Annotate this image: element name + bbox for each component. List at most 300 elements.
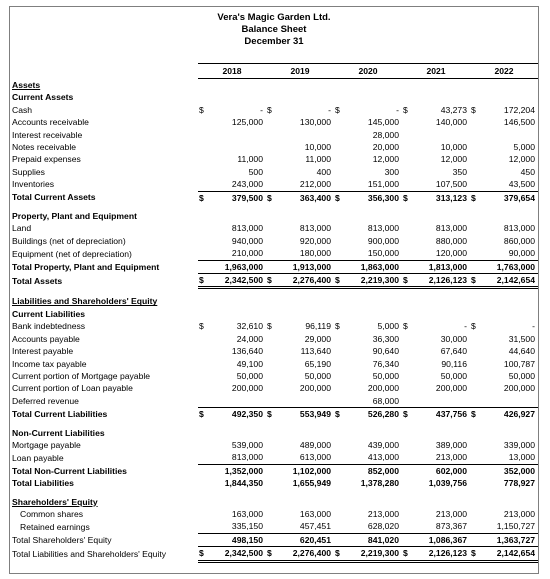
dollar-sign [470, 345, 480, 357]
dollar-sign [470, 333, 480, 345]
dollar-sign [266, 464, 276, 477]
dollar-sign [198, 141, 208, 153]
dollar-sign [402, 508, 412, 520]
value-cell: 172,204 [503, 104, 535, 115]
value-cell: 213,000 [435, 508, 467, 519]
dollar-sign [266, 477, 276, 489]
value-cell: 413,000 [367, 452, 399, 463]
value-cell: 200,000 [435, 383, 467, 394]
value-cell: 335,150 [231, 521, 263, 532]
value-cell: 43,273 [440, 104, 467, 115]
dollar-sign [198, 427, 208, 439]
dollar-sign: $ [470, 274, 480, 288]
dollar-sign [198, 464, 208, 477]
value-cell: 150,000 [367, 248, 399, 259]
dollar-sign [334, 129, 344, 141]
value-cell: 68,000 [372, 395, 399, 406]
dollar-sign [266, 260, 276, 273]
dollar-sign [470, 370, 480, 382]
value-cell [480, 395, 538, 408]
table-row [10, 451, 538, 464]
table-row [10, 141, 538, 153]
value-cell: - [396, 104, 399, 115]
row-label: Liabilities and Shareholders' Equity [12, 296, 158, 307]
value-cell: 90,640 [372, 346, 399, 357]
value-cell: 813,000 [367, 223, 399, 234]
row-label: Non-Current Liabilities [12, 427, 105, 438]
dollar-sign [334, 79, 344, 92]
value-cell: 130,000 [299, 117, 331, 128]
value-cell [208, 395, 266, 408]
value-cell: 2,342,500 [208, 274, 266, 288]
dollar-sign [198, 370, 208, 382]
value-cell [412, 496, 470, 508]
dollar-sign [470, 235, 480, 247]
value-cell: 90,116 [441, 358, 467, 369]
dollar-sign [470, 308, 480, 320]
dollar-sign [470, 427, 480, 439]
dollar-sign: $ [266, 191, 276, 204]
dollar-sign [266, 427, 276, 439]
dollar-sign [402, 382, 412, 394]
dollar-sign [402, 333, 412, 345]
value-cell: 379,500 [208, 191, 266, 204]
dollar-sign [402, 166, 412, 178]
dollar-sign [198, 333, 208, 345]
value-cell: 200,000 [299, 383, 331, 394]
value-cell [208, 496, 266, 508]
value-cell: 813,000 [299, 223, 331, 234]
table-row [10, 235, 538, 247]
dollar-sign [198, 451, 208, 464]
table-row [10, 247, 538, 260]
value-cell: 125,000 [231, 117, 263, 128]
value-cell: 860,000 [503, 235, 535, 246]
value-cell: 12,000 [372, 154, 399, 165]
value-cell: 32,610 [236, 321, 263, 332]
value-cell [412, 395, 470, 408]
dollar-sign [402, 153, 412, 165]
dollar-sign [402, 79, 412, 92]
dollar-sign [334, 395, 344, 408]
value-cell [208, 427, 266, 439]
value-cell: 300 [384, 166, 399, 177]
value-cell: 50,000 [304, 370, 331, 381]
value-cell [480, 308, 538, 320]
value-cell: 526,280 [344, 408, 402, 421]
dollar-sign [198, 116, 208, 128]
value-cell: 1,813,000 [412, 260, 470, 273]
dollar-sign [198, 129, 208, 141]
dollar-sign: $ [403, 104, 408, 115]
dollar-sign [334, 477, 344, 489]
value-cell: 1,102,000 [276, 464, 334, 477]
table-row [10, 116, 538, 128]
row-label: Accounts payable [12, 333, 80, 344]
dollar-sign [198, 210, 208, 222]
row-label: Land [12, 223, 32, 234]
value-cell: - [464, 321, 467, 332]
dollar-sign [402, 533, 412, 546]
row-label: Assets [12, 79, 41, 90]
table-row [10, 358, 538, 370]
dollar-sign [334, 370, 344, 382]
value-cell [276, 91, 334, 103]
dollar-sign [334, 235, 344, 247]
value-cell [412, 79, 470, 92]
dollar-sign [198, 79, 208, 92]
dollar-sign: $ [198, 547, 208, 561]
value-cell: 163,000 [299, 508, 331, 519]
year-header: 2021 [402, 64, 470, 79]
value-cell: 339,000 [503, 439, 535, 450]
dollar-sign [402, 91, 412, 103]
value-cell: 213,000 [503, 508, 535, 519]
value-cell: 24,000 [236, 333, 263, 344]
value-cell: 151,000 [367, 179, 399, 190]
dollar-sign [266, 153, 276, 165]
dollar-sign: $ [471, 104, 476, 115]
dollar-sign [470, 295, 480, 307]
row-label: Current portion of Loan payable [12, 383, 133, 394]
dollar-sign: $ [267, 321, 272, 332]
row-label: Total Liabilities [12, 478, 74, 489]
dollar-sign: $ [334, 274, 344, 288]
value-cell: 120,000 [435, 248, 467, 259]
value-cell: 243,000 [231, 179, 263, 190]
dollar-sign [266, 141, 276, 153]
table-row [10, 496, 538, 508]
value-cell: 200,000 [367, 383, 399, 394]
row-label: Current Assets [12, 92, 74, 103]
dollar-sign: $ [470, 547, 480, 561]
dollar-sign [402, 247, 412, 260]
spacer-row [10, 288, 538, 296]
dollar-sign [402, 260, 412, 273]
table-row [10, 439, 538, 451]
value-cell: 492,350 [208, 408, 266, 421]
row-label: Total Shareholders' Equity [12, 534, 112, 545]
value-cell [276, 295, 334, 307]
table-row [10, 464, 538, 477]
value-cell: 36,300 [372, 333, 399, 344]
value-cell: 1,913,000 [276, 260, 334, 273]
table-row [10, 260, 538, 273]
dollar-sign [266, 395, 276, 408]
value-cell: 620,451 [276, 533, 334, 546]
table-row [10, 508, 538, 520]
dollar-sign [266, 247, 276, 260]
table-row [10, 395, 538, 408]
dollar-sign: $ [334, 547, 344, 561]
row-label: Bank indebtedness [12, 321, 86, 332]
value-cell: 1,352,000 [208, 464, 266, 477]
dollar-sign [402, 116, 412, 128]
value-cell [208, 141, 266, 153]
dollar-sign [198, 439, 208, 451]
dollar-sign [198, 533, 208, 546]
value-cell: 1,363,727 [480, 533, 538, 546]
value-cell [412, 427, 470, 439]
value-cell: 5,000 [513, 142, 535, 153]
value-cell: 400 [316, 166, 331, 177]
value-cell [276, 496, 334, 508]
dollar-sign [470, 129, 480, 141]
dollar-sign [334, 520, 344, 533]
value-cell [344, 496, 402, 508]
dollar-sign [402, 222, 412, 234]
dollar-sign: $ [266, 274, 276, 288]
dollar-sign: $ [266, 408, 276, 421]
dollar-sign [198, 222, 208, 234]
dollar-sign [266, 370, 276, 382]
dollar-sign [402, 129, 412, 141]
dollar-sign: $ [403, 321, 408, 332]
value-cell: 50,000 [236, 370, 263, 381]
dollar-sign [470, 464, 480, 477]
dollar-sign: $ [199, 104, 204, 115]
dollar-sign [266, 222, 276, 234]
dollar-sign [266, 358, 276, 370]
dollar-sign [198, 345, 208, 357]
value-cell: 96,119 [305, 321, 331, 332]
value-cell [208, 91, 266, 103]
value-cell: 2,142,654 [480, 274, 538, 288]
value-cell: 5,000 [377, 321, 399, 332]
dollar-sign [470, 141, 480, 153]
value-cell: 1,863,000 [344, 260, 402, 273]
row-label: Total Current Assets [12, 192, 96, 203]
value-cell: 2,276,400 [276, 274, 334, 288]
dollar-sign [334, 247, 344, 260]
row-label: Common shares [20, 508, 84, 519]
value-cell [412, 210, 470, 222]
company-name: Vera's Magic Garden Ltd. [217, 12, 331, 23]
dollar-sign [402, 141, 412, 153]
balance-sheet [9, 6, 539, 574]
value-cell: 363,400 [276, 191, 334, 204]
table-row [10, 370, 538, 382]
table-row [10, 129, 538, 141]
dollar-sign [470, 451, 480, 464]
value-cell: 163,000 [231, 508, 263, 519]
value-cell: 379,654 [480, 191, 538, 204]
value-cell [344, 91, 402, 103]
dollar-sign [334, 141, 344, 153]
value-cell: 313,123 [412, 191, 470, 204]
value-cell: 813,000 [503, 223, 535, 234]
dollar-sign [402, 345, 412, 357]
dollar-sign [470, 260, 480, 273]
dollar-sign [402, 439, 412, 451]
table-row [10, 547, 538, 561]
row-label: Accounts receivable [12, 117, 89, 128]
value-cell: 539,000 [231, 439, 263, 450]
value-cell [276, 129, 334, 141]
value-cell: 67,640 [440, 346, 467, 357]
value-cell: 146,500 [503, 117, 535, 128]
value-cell: 140,000 [435, 117, 467, 128]
row-label: Inventories [12, 179, 55, 190]
dollar-sign [198, 358, 208, 370]
dollar-sign [470, 222, 480, 234]
dollar-sign [402, 358, 412, 370]
dollar-sign: $ [198, 274, 208, 288]
dollar-sign [266, 439, 276, 451]
value-cell: 200,000 [503, 383, 535, 394]
table-row [10, 222, 538, 234]
dollar-sign [470, 395, 480, 408]
dollar-sign [198, 178, 208, 191]
dollar-sign [470, 382, 480, 394]
dollar-sign: $ [470, 191, 480, 204]
dollar-sign: $ [402, 191, 412, 204]
dollar-sign [470, 210, 480, 222]
dollar-sign [266, 79, 276, 92]
dollar-sign [334, 308, 344, 320]
dollar-sign [334, 210, 344, 222]
dollar-sign [266, 129, 276, 141]
dollar-sign [334, 533, 344, 546]
table-row [10, 79, 538, 92]
value-cell: 12,000 [440, 154, 467, 165]
value-cell: - [532, 321, 535, 332]
value-cell: 813,000 [231, 452, 263, 463]
dollar-sign [470, 79, 480, 92]
table-row [10, 408, 538, 421]
value-cell [276, 395, 334, 408]
value-cell: 213,000 [367, 508, 399, 519]
dollar-sign [266, 333, 276, 345]
row-label: Total Non-Current Liabilities [12, 465, 127, 476]
value-cell [276, 210, 334, 222]
value-cell: 213,000 [435, 452, 467, 463]
dollar-sign [334, 451, 344, 464]
value-cell: 29,000 [304, 333, 331, 344]
value-cell: 10,000 [304, 142, 331, 153]
dollar-sign [198, 308, 208, 320]
row-label: Notes receivable [12, 142, 77, 153]
value-cell: 100,787 [503, 358, 535, 369]
value-cell: 602,000 [412, 464, 470, 477]
dollar-sign: $ [199, 321, 204, 332]
value-cell: 841,020 [344, 533, 402, 546]
year-header: 2018 [198, 64, 266, 79]
row-label: Total Current Liabilities [12, 408, 108, 419]
value-cell: - [260, 104, 263, 115]
value-cell: 20,000 [372, 142, 399, 153]
table-row [10, 274, 538, 288]
dollar-sign: $ [266, 547, 276, 561]
dollar-sign [266, 116, 276, 128]
value-cell [344, 427, 402, 439]
dollar-sign [402, 295, 412, 307]
row-label: Deferred revenue [12, 395, 79, 406]
dollar-sign [402, 427, 412, 439]
dollar-sign: $ [402, 274, 412, 288]
value-cell [208, 129, 266, 141]
value-cell: 873,367 [435, 521, 467, 532]
value-cell: 389,000 [435, 439, 467, 450]
dollar-sign [198, 166, 208, 178]
value-cell: 2,276,400 [276, 547, 334, 561]
value-cell: 76,340 [372, 358, 399, 369]
row-label: Cash [12, 104, 33, 115]
value-cell: 90,000 [508, 248, 535, 259]
value-cell: 50,000 [440, 370, 467, 381]
value-cell: 1,378,280 [360, 478, 399, 489]
dollar-sign [334, 166, 344, 178]
value-cell: 778,927 [503, 478, 535, 489]
dollar-sign: $ [471, 321, 476, 332]
table-row [10, 520, 538, 533]
dollar-sign [266, 308, 276, 320]
value-cell: 813,000 [435, 223, 467, 234]
value-cell [276, 427, 334, 439]
value-cell: 210,000 [231, 248, 263, 259]
row-label: Income tax payable [12, 358, 87, 369]
value-cell: 13,000 [508, 452, 535, 463]
value-cell: 2,219,300 [344, 547, 402, 561]
dollar-sign [402, 210, 412, 222]
dollar-sign [334, 295, 344, 307]
value-cell: 1,844,350 [224, 478, 263, 489]
value-cell: 553,949 [276, 408, 334, 421]
dollar-sign [198, 260, 208, 273]
row-label: Interest payable [12, 346, 74, 357]
dollar-sign [198, 382, 208, 394]
value-cell [480, 129, 538, 141]
dollar-sign [334, 260, 344, 273]
value-cell: 2,342,500 [208, 547, 266, 561]
dollar-sign [198, 295, 208, 307]
year-header: 2019 [266, 64, 334, 79]
value-cell: 180,000 [299, 248, 331, 259]
dollar-sign [198, 477, 208, 489]
value-cell: 500 [248, 166, 263, 177]
value-cell: 352,000 [480, 464, 538, 477]
row-label: Total Property, Plant and Equipment [12, 261, 160, 272]
value-cell: 350 [452, 166, 467, 177]
dollar-sign [198, 508, 208, 520]
value-cell [208, 79, 266, 92]
value-cell: 30,000 [440, 333, 467, 344]
value-cell: 1,150,727 [496, 521, 535, 532]
table-row [10, 533, 538, 546]
year-header: 2022 [470, 64, 538, 79]
value-cell: 1,763,000 [480, 260, 538, 273]
dollar-sign [402, 395, 412, 408]
table-row [10, 477, 538, 489]
dollar-sign [334, 333, 344, 345]
dollar-sign [334, 91, 344, 103]
value-cell: 136,640 [231, 346, 263, 357]
dollar-sign [266, 235, 276, 247]
table-row [10, 91, 538, 103]
dollar-sign [402, 464, 412, 477]
value-cell: 113,640 [300, 346, 331, 357]
row-label: Interest receivable [12, 129, 83, 140]
value-cell [480, 91, 538, 103]
value-cell: 1,039,756 [428, 478, 467, 489]
dollar-sign [334, 345, 344, 357]
dollar-sign [266, 295, 276, 307]
table-row [10, 210, 538, 222]
dollar-sign: $ [334, 191, 344, 204]
statement-title: Balance Sheet [241, 24, 307, 35]
value-cell: 628,020 [367, 521, 399, 532]
table-row [10, 178, 538, 191]
